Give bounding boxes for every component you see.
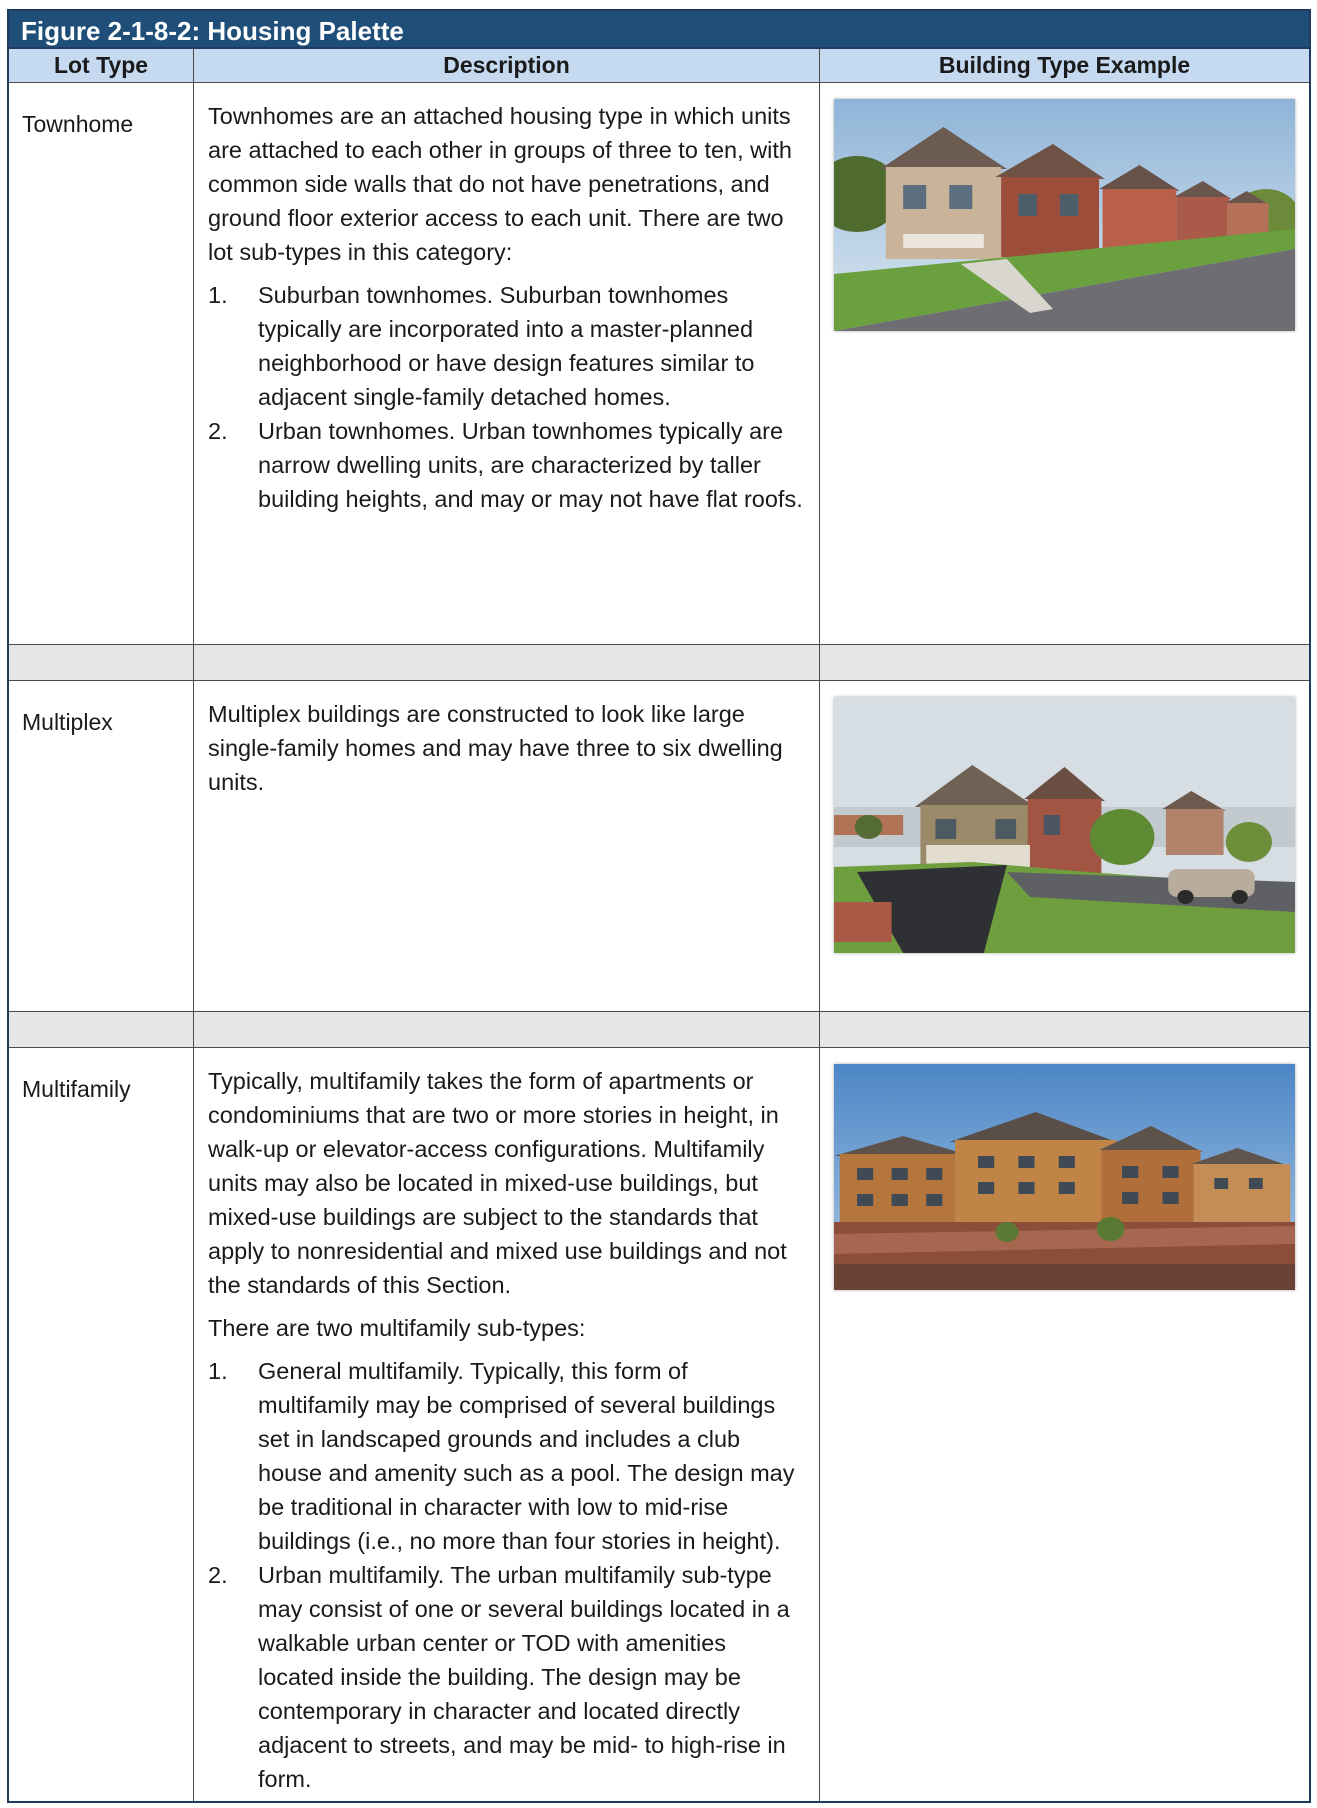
spacer-row	[820, 645, 1309, 681]
list-item	[208, 278, 805, 414]
lot-type-multifamily: Multifamily	[9, 1048, 194, 1801]
list-text: Urban townhomes. Urban townhomes typically are narrow dwelling units, are characterized by taller building heights, and may or may not have flat roofs.	[258, 418, 803, 512]
townhome-photo	[834, 99, 1295, 331]
description-text: Typically, multifamily takes the form of apartments or condominiums that are two or more stories in height, in walk-up or elevator-access configurations. Multifamily units may also be located in mixed-use buildings, but mixed-use buildings are subject to the standards that apply to nonresidential and mixed use buildings and not the standards of this Section.	[208, 1068, 787, 1298]
list-item	[208, 1558, 805, 1796]
spacer-row	[9, 1012, 194, 1048]
description-townhome	[194, 83, 820, 645]
list-number: 2.	[208, 1562, 228, 1588]
subtypes-intro: There are two multifamily sub-types:	[208, 1315, 586, 1341]
lot-type-townhome: Townhome	[9, 83, 194, 645]
lot-type-multiplex: Multiplex	[9, 681, 194, 1012]
spacer-row	[194, 645, 820, 681]
list-number: 2.	[208, 418, 228, 444]
spacer-row	[194, 1012, 820, 1048]
example-cell-multiplex	[820, 681, 1309, 1012]
column-header-description: Description	[194, 49, 820, 83]
list-item	[208, 414, 805, 516]
list-text: Urban multifamily. The urban multifamily sub-type may consist of one or several buildings located in a walkable urban center or TOD with amenities located inside the building. The design may be contemporary in character and located directly adjacent to streets, and may be mid- to high-rise in form.	[258, 1562, 790, 1792]
list-number: 1.	[208, 282, 228, 308]
subtype-list	[208, 278, 805, 516]
column-header-lot-type: Lot Type	[9, 49, 194, 83]
example-cell-multifamily	[820, 1048, 1309, 1801]
description-text: Townhomes are an attached housing type in which units are attached to each other in groups of three to ten, with common side walls that do not have penetrations, and ground floor exterior access to each unit. There are two lot sub-types in this category:	[208, 103, 792, 265]
spacer-row	[820, 1012, 1309, 1048]
description-text: Multiplex buildings are constructed to look like large single-family homes and may have three to six dwelling units.	[208, 701, 783, 795]
housing-palette-figure	[7, 9, 1311, 1803]
multiplex-photo	[834, 697, 1295, 953]
list-number: 1.	[208, 1358, 228, 1384]
description-multifamily	[194, 1048, 820, 1801]
description-multiplex	[194, 681, 820, 1012]
list-text: Suburban townhomes. Suburban townhomes typically are incorporated into a master-planned neighborhood or have design features similar to adjacent single-family detached homes.	[258, 282, 755, 410]
column-header-example: Building Type Example	[820, 49, 1309, 83]
multifamily-photo	[834, 1064, 1295, 1290]
spacer-row	[9, 645, 194, 681]
figure-title: Figure 2-1-8-2: Housing Palette	[9, 11, 1309, 49]
list-item	[208, 1354, 805, 1558]
list-text: General multifamily. Typically, this form of multifamily may be comprised of several buildings set in landscaped grounds and includes a club house and amenity such as a pool. The design may be traditional in character with low to mid-rise buildings (i.e., no more than four stories in height).	[258, 1358, 795, 1554]
example-cell-townhome	[820, 83, 1309, 645]
subtype-list	[208, 1354, 805, 1796]
